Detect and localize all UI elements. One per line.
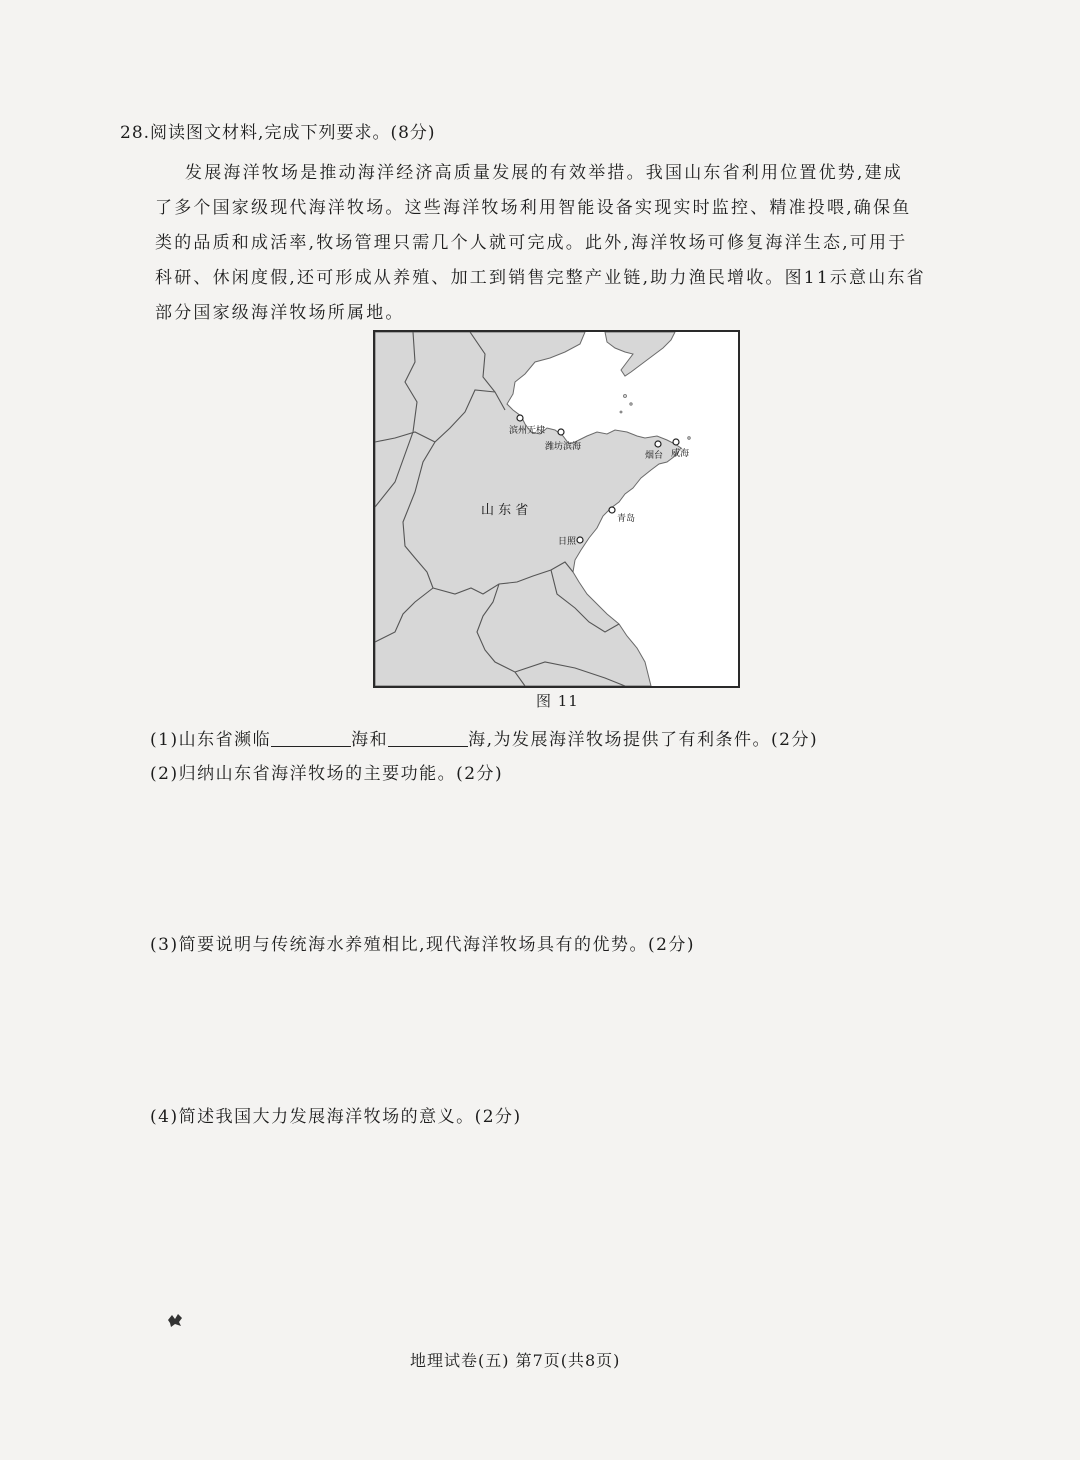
- passage-line: 科研、休闲度假,还可形成从养殖、加工到销售完整产业链,助力渔民增收。图11示意山东省: [155, 268, 926, 288]
- q1-text-a: (1)山东省濒临: [150, 730, 272, 750]
- q1-text-b: 海和: [351, 730, 389, 750]
- page-footer: 地理试卷(五) 第7页(共8页): [410, 1351, 621, 1370]
- passage-line: 了多个国家级现代海洋牧场。这些海洋牧场利用智能设备实现实时监控、精准投喂,确保鱼: [155, 198, 912, 218]
- sub-question-3: (3)简要说明与传统海水养殖相比,现代海洋牧场具有的优势。(2分): [150, 935, 696, 955]
- marker-weihai: [673, 439, 679, 445]
- label-weihai: 威海: [671, 449, 690, 459]
- marker-qingdao: [609, 507, 615, 513]
- passage: [155, 156, 965, 331]
- province-label: 山 东 省: [481, 503, 529, 518]
- figure-caption: 图 11: [536, 692, 579, 710]
- sub-question-2: (2)归纳山东省海洋牧场的主要功能。(2分): [150, 764, 504, 784]
- passage-line: 发展海洋牧场是推动海洋经济高质量发展的有效举措。我国山东省利用位置优势,建成: [185, 163, 904, 183]
- sub-question-4: (4)简述我国大力发展海洋牧场的意义。(2分): [150, 1107, 522, 1127]
- passage-line: 类的品质和成活率,牧场管理只需几个人就可完成。此外,海洋牧场可修复海洋生态,可用于: [155, 233, 908, 253]
- answer-blank-1[interactable]: [271, 728, 351, 747]
- ink-smudge: [166, 1312, 184, 1328]
- question-title: 28.阅读图文材料,完成下列要求。(8分): [120, 123, 436, 143]
- label-weifang: 潍坊滨海: [545, 442, 582, 452]
- marker-weifang: [558, 429, 564, 435]
- marker-binzhou: [517, 415, 523, 421]
- sub-question-1: [150, 725, 818, 750]
- marker-yantai: [655, 441, 661, 447]
- answer-blank-2[interactable]: [388, 728, 468, 747]
- shandong-map: [373, 330, 740, 688]
- label-qingdao: 青岛: [617, 514, 636, 524]
- q1-text-c: 海,为发展海洋牧场提供了有利条件。(2分): [468, 730, 819, 750]
- label-yantai: 烟台: [645, 451, 664, 461]
- label-binzhou: 滨州无棣: [509, 426, 546, 436]
- marker-rizhao: [577, 537, 583, 543]
- liaodong: [605, 332, 675, 376]
- label-rizhao: 日照: [558, 537, 577, 547]
- passage-line: 部分国家级海洋牧场所属地。: [155, 303, 405, 323]
